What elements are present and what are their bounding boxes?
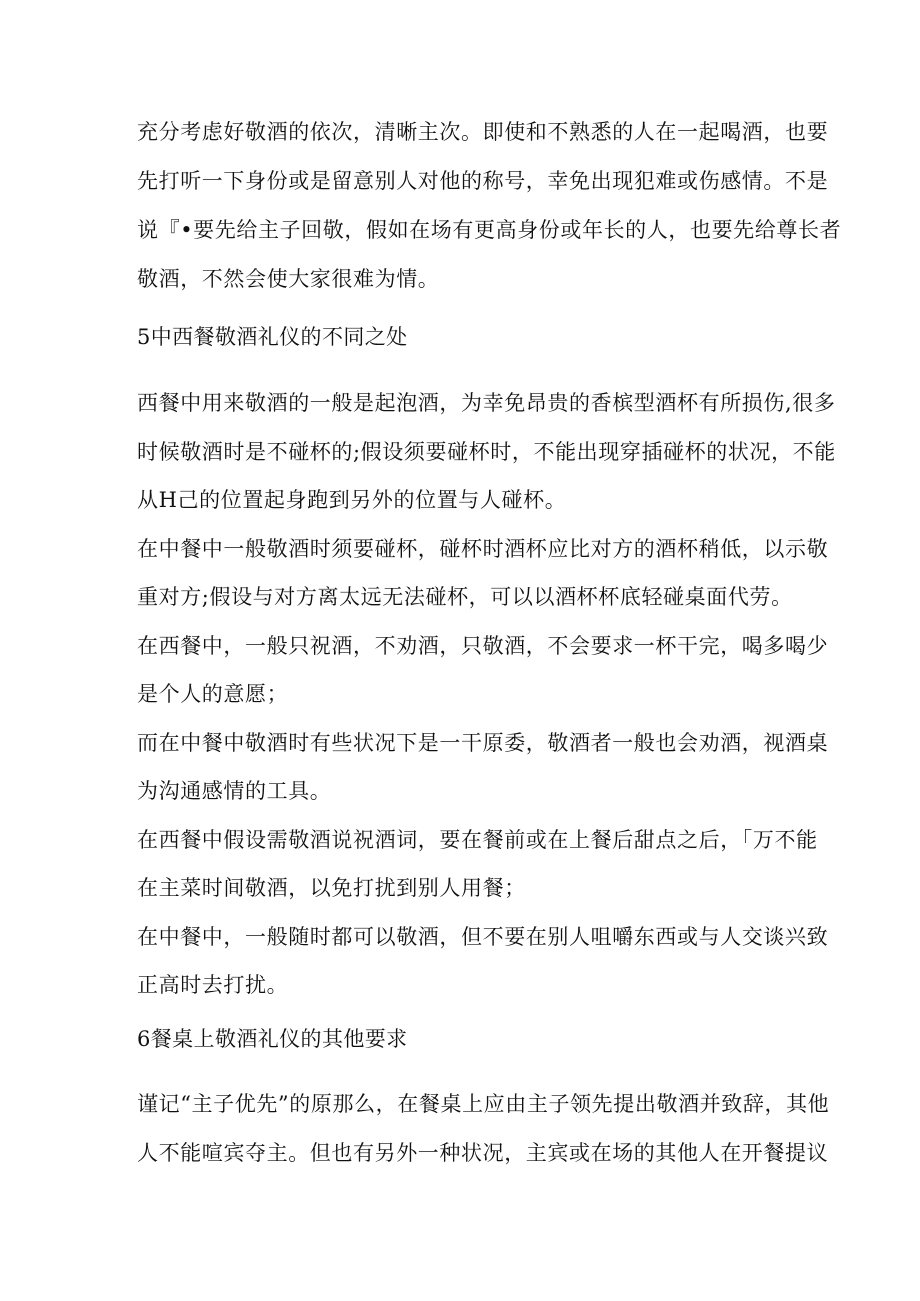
paragraph-line: 西餐中用来敬酒的一般是起泡酒，为幸免昂贵的香槟型酒杯有所损伤,很多 <box>137 391 836 415</box>
paragraph-line: 在西餐中假设需敬酒说祝酒词，要在餐前或在上餐后甜点之后，「万不能 <box>137 828 818 852</box>
paragraph-line: 在中餐中一般敬酒时须要碰杯，碰杯时酒杯应比对方的酒杯稍低，以示敬 <box>137 537 829 561</box>
section-heading: 6餐桌上敬酒礼仪的其他要求 <box>137 1027 408 1051</box>
paragraph-line: 时候敬酒时是不碰杯的;假设须要碰杯时，不能出现穿插碰杯的状况，不能 <box>137 440 836 464</box>
paragraph-line: 人不能喧宾夺主。但也有另外一种状况，主宾或在场的其他人在开餐提议 <box>137 1141 829 1165</box>
section-heading: 5中西餐敬酒礼仪的不同之处 <box>137 325 408 349</box>
paragraph-line: 在中餐中，一般随时都可以敬酒，但不要在别人咀嚼东西或与人交谈兴致 <box>137 925 829 949</box>
paragraph-line: 先打听一下身份或是留意别人对他的称号，幸免出现犯难或伤感情。不是 <box>137 169 829 193</box>
paragraph-line: 在主菜时间敬酒，以免打扰到别人用餐； <box>137 876 526 900</box>
paragraph-line: 是个人的意愿； <box>137 682 289 706</box>
paragraph-line: 从H己的位置起身跑到另外的位置与人碰杯。 <box>137 488 567 512</box>
paragraph-line: 敬酒，不然会使大家很难为情。 <box>137 267 440 291</box>
paragraph-line: 重对方;假设与对方离太远无法碰杯，可以以酒杯杯底轻碰桌面代劳。 <box>137 585 793 609</box>
paragraph-line: 充分考虑好敬酒的依次，清晰主次。即使和不熟悉的人在一起喝酒，也要 <box>137 120 829 144</box>
paragraph-line: 正高时去打扰。 <box>137 973 289 997</box>
paragraph-line: 而在中餐中敬酒时有些状况下是一干原委，敬酒者一般也会劝酒，视酒桌 <box>137 731 829 755</box>
paragraph-line: 说『•要先给主子回敬，假如在场有更高身份或年长的人，也要先给尊长者 <box>137 218 842 242</box>
paragraph-line: 谨记“主子优先”的原那么，在餐桌上应由主子领先提出敬酒并致辞，其他 <box>137 1092 830 1116</box>
paragraph-line: 为沟通感情的工具。 <box>137 779 332 803</box>
paragraph-line: 在西餐中，一般只祝酒，不劝酒，只敬酒，不会要求一杯干完，喝多喝少 <box>137 634 829 658</box>
